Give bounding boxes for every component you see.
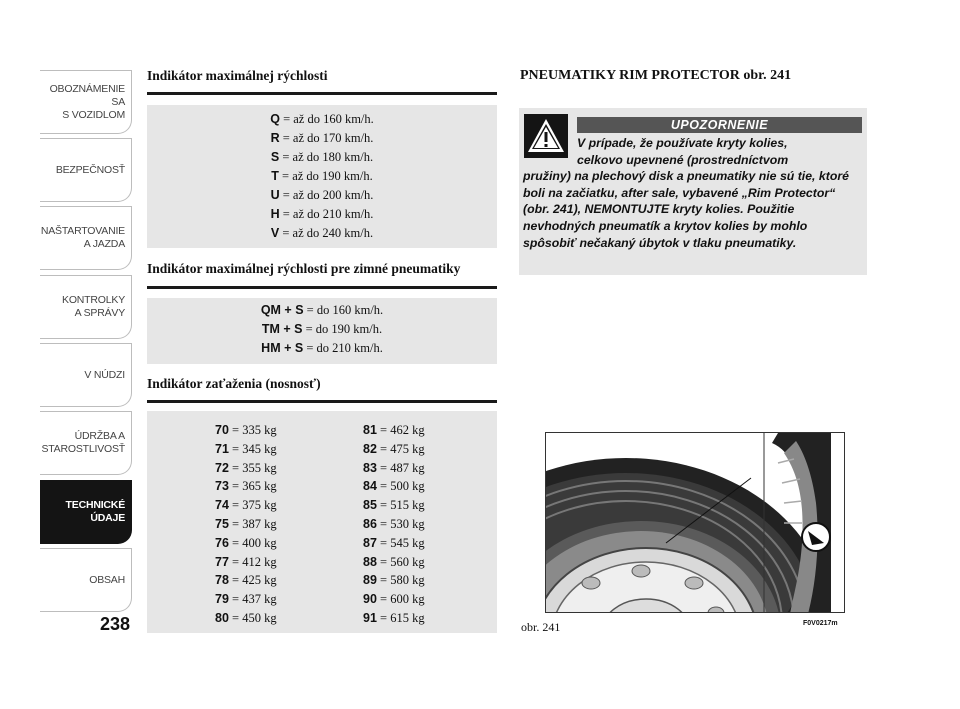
section-divider [147, 286, 497, 289]
speed-row: Q = až do 160 km/h. [270, 112, 374, 126]
tab-label: BEZPEČNOSŤ [55, 163, 125, 176]
figure-caption: obr. 241 [521, 620, 561, 634]
load-row: 71 = 345 kg [215, 441, 277, 456]
tab-label: V NÚDZI [84, 368, 125, 381]
tab-technicke-udaje[interactable] [40, 480, 132, 544]
speed-row: U = až do 200 km/h. [270, 188, 374, 202]
speed-index-title: Indikátor maximálnej rýchlosti [147, 68, 328, 83]
load-row: 70 = 335 kg [215, 423, 277, 437]
load-row: 91 = 615 kg [363, 610, 425, 625]
tab-udrzba[interactable] [40, 411, 132, 475]
load-row: 83 = 487 kg [363, 460, 425, 475]
load-row: 75 = 387 kg [215, 516, 277, 531]
winter-row: TM + S = do 190 km/h. [261, 322, 383, 336]
tab-label: ÚDRŽBA A STAROSTLIVOSŤ [41, 430, 125, 455]
load-row: 81 = 462 kg [363, 423, 425, 437]
load-row: 84 = 500 kg [363, 479, 425, 494]
speed-row: H = až do 210 km/h. [270, 207, 374, 221]
load-index-box [147, 411, 497, 633]
speed-row: T = až do 190 km/h. [271, 169, 373, 183]
tab-label: KONTROLKY A SPRÁVY [62, 294, 125, 319]
speed-index-box [147, 105, 497, 248]
load-row: 85 = 515 kg [363, 498, 425, 513]
speed-row: S = až do 180 km/h. [270, 150, 374, 164]
section-divider [147, 92, 497, 95]
tab-label: OBSAH [89, 573, 125, 586]
winter-row: HM + S = do 210 km/h. [261, 341, 383, 355]
warning-label: UPOZORNENIE [577, 117, 862, 133]
tab-label: NAŠTARTOVANIE A JAZDA [40, 225, 125, 250]
tab-label: OBOZNÁMENIE SA S VOZIDLOM [49, 82, 125, 121]
load-row: 74 = 375 kg [215, 498, 277, 513]
load-row: 73 = 365 kg [215, 479, 277, 494]
tab-obsah[interactable] [40, 548, 132, 612]
tab-v-nudzi[interactable] [40, 343, 132, 407]
page-number: 238 [100, 614, 131, 634]
load-row: 79 = 437 kg [215, 592, 277, 607]
load-row: 82 = 475 kg [363, 441, 425, 456]
load-row: 86 = 530 kg [363, 516, 425, 531]
warning-text: V prípade, že používate kryty kolies, celkovo upevnené (prostredníctvom pružiny) na plechový disk a pneumatiky nie sú tie, ktoré boli na začiatku, after sale, vybavené „Rim Protector“ (obr. 241), NEMONTUJTE kryty kolies. Použitie nevhodných pneumatík a krytov kolies by mohlo spôsobiť nečakaný úbytok v tlaku pneumatiky. [523, 136, 849, 250]
load-row: 89 = 580 kg [363, 573, 425, 588]
wheel-illustration [545, 432, 845, 613]
winter-index-title: Indikátor maximálnej rýchlosti pre zimné pneumatiky [147, 261, 461, 276]
tab-label: TECHNICKÉ ÚDAJE [65, 499, 125, 524]
wheel-drawing [546, 433, 845, 613]
load-row: 78 = 425 kg [215, 573, 277, 588]
warning-box [519, 108, 867, 275]
tab-nastartovanie[interactable] [40, 206, 132, 270]
load-row: 80 = 450 kg [215, 610, 277, 625]
figure-code: F0V0217m [803, 620, 838, 627]
load-column-left [215, 421, 277, 628]
load-row: 88 = 560 kg [363, 554, 425, 569]
speed-row: R = až do 170 km/h. [270, 131, 374, 145]
load-column-right [363, 421, 425, 628]
rim-protector-title: PNEUMATIKY RIM PROTECTOR obr. 241 [520, 68, 792, 83]
load-row: 76 = 400 kg [215, 535, 277, 550]
load-row: 72 = 355 kg [215, 460, 277, 475]
tab-kontrolky[interactable] [40, 275, 132, 339]
tab-bezpecnost[interactable] [40, 138, 132, 202]
tab-oboznamenie[interactable] [40, 70, 132, 134]
load-index-title: Indikátor zaťaženia (nosnosť) [147, 376, 321, 391]
winter-row: QM + S = do 160 km/h. [260, 303, 384, 317]
section-divider [147, 400, 497, 403]
load-row: 90 = 600 kg [363, 592, 425, 607]
speed-row: V = až do 240 km/h. [270, 226, 374, 240]
load-row: 77 = 412 kg [215, 554, 277, 569]
figure-reference: obr. 241 [743, 68, 792, 83]
winter-index-box [147, 298, 497, 364]
load-row: 87 = 545 kg [363, 535, 425, 550]
